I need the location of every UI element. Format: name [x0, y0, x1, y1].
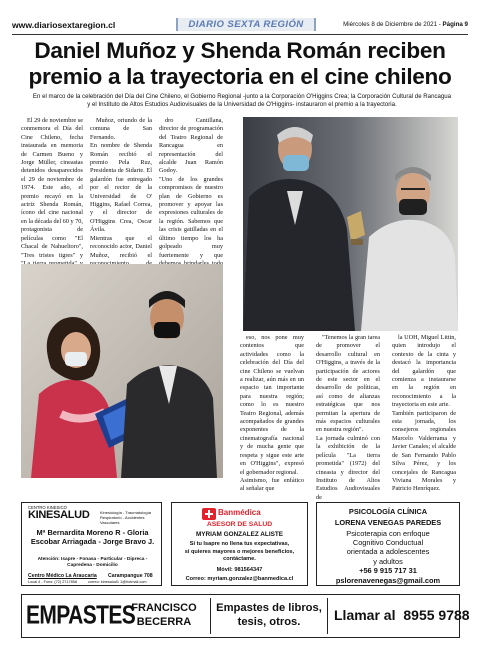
banmedica-name: MYRIAM GONZALEZ ALISTE	[195, 531, 284, 538]
masthead-rule	[12, 34, 468, 35]
ad-empastes[interactable]	[21, 594, 470, 638]
article-column-6	[392, 334, 456, 494]
photo-award-daniel-munoz	[243, 117, 458, 331]
kinesalud-tagline: Kinesiología - Traumatología Respiratorio - Accidentes Vasculares	[100, 510, 151, 525]
banmedica-line-1: Si tu Isapre no llena tus expectativas,	[189, 541, 290, 547]
column-text: eso, nos pone muy contentos que actividades como la celebración del Día del cine Chileno se vuelvan a realizar, aún más en un espacio tan importante para nuestra región; como lo es nuestro Teatro Regional, además acompañados de grandes exponentes de la cinematografía nacional y de mucha gente que respeta y sigue este arte en O'Higgins", expresó el gobernador regional. Asimismo, fue enfático al señalar que	[240, 334, 304, 493]
kinesalud-local: Local 4 - Fono: (72) 2717858	[28, 580, 77, 584]
psico-desc	[317, 529, 459, 566]
psico-phone: +56 9 915 717 31	[359, 566, 417, 575]
kinesalud-center: Centro Médico La Araucaria	[28, 573, 97, 579]
kinesalud-street: Carampangue 708	[108, 573, 153, 579]
empastes-phone[interactable]: 8955 9788	[403, 607, 470, 623]
photo-illustration	[21, 264, 223, 478]
psico-title: PSICOLOGÍA CLÍNICA	[348, 507, 428, 516]
kinesalud-email: correo: kinesalud1 1@hotmail.com	[88, 580, 147, 584]
banmedica-line-2: si quieres mayores o mejores beneficios,	[184, 548, 295, 555]
issue-date	[343, 21, 468, 28]
photo-illustration	[243, 117, 458, 331]
banmedica-line-3: contáctame.	[223, 556, 256, 563]
photo-award-shenda-roman	[21, 264, 223, 478]
headline-line-1: Daniel Muñoz y Shenda Román reciben	[34, 38, 446, 63]
newspaper-brand: DIARIO SEXTA REGIÓN	[176, 18, 316, 31]
empastes-person-line-2: BECERRA	[136, 616, 192, 628]
deck-line-2: y el Instituto de Altos Estudios Audiovisuales de la Universidad de O'Higgins- instauraron el premio a la trayectoria.	[87, 101, 397, 109]
banmedica-email: Correo: myriam.gonzalez@banmedica.cl	[185, 576, 294, 582]
banmedica-logo-icon	[202, 507, 216, 519]
column-text: Muñoz, oriundo de la comuna de San Fernando. En nombre de Shenda Román recibió el premio Pela Ruz, Presidenta de Sidarte. El galardón fue entregado por el rector de la Universidad de O' Higgins, Rafael Correa, y el director de O'Higgins Crea, Oscar Ávila. Mientras que el reconocido actor, Daniel Muñoz, recibió el	[90, 117, 152, 259]
article-column-1	[21, 117, 83, 285]
masthead	[12, 18, 468, 34]
column-text: la UOH, Miguel Littin, quien introdujo el contexto de la cinta y destacó la importancia del galardón que comienza a instaurarse en la región en reconocimiento a la trayectoria en este arte. También participaron de esta jornada, los consejeros regionales Marcelo Valderrama y Javier Canales; el alcalde de San Fernando Pablo Silva Pérez, y los concejales de Rancagua Viviana Morales y Patricio Henríquez.	[392, 334, 456, 493]
psico-line-4: y adultos	[373, 556, 403, 566]
psico-name: LORENA VENEGAS PAREDES	[334, 518, 442, 527]
psico-line-1: Psicoterapia con enfoque	[346, 529, 430, 538]
article-column-5	[316, 334, 380, 502]
page-number: Página 9	[442, 21, 468, 28]
empastes-slogan-line-2: tesis, otros.	[237, 616, 301, 628]
kinesalud-names: Mª Bernardita Moreno R - Gloria Escobar Arriagada - Jorge Bravo J.	[30, 528, 155, 546]
column-text: El 29 de noviembre se conmemora el Día del Cine Chileno, fecha instaurada en memoria de Carmen Bueno y Jorge Müller, cineastas detenidos desaparecidos el 29 de noviembre de 1974. Este año, el premio recayó en la actriz Shenda Román, ícono del cine nacional en la década del 60 y 70, protagonista de películas como "El Chacal de Nahueltoro", "Tres tristes tigres" y	[21, 117, 83, 259]
headline-line-2: premio a la trayectoria en el cine chileno	[28, 64, 452, 89]
banmedica-pitch	[172, 541, 307, 564]
psico-email: pslorenavenegas@gmail.com	[335, 576, 441, 585]
kinesalud-attention: Atención: Isapre - Fonasa - Particular - Dipreca - Capredena - Domicilio	[37, 557, 148, 568]
psico-line-3: orientada a adolescentes	[346, 547, 430, 557]
ad-psicologia[interactable]	[316, 502, 460, 586]
ad-banmedica[interactable]	[171, 502, 308, 586]
ad-kinesalud[interactable]	[21, 502, 162, 586]
deck-line-1: En el marco de la celebración del Día del Cine Chileno, el Gobierno Regional -junto a la Corporación O'Higgins Crea; la Corporación Cultural de Rancagua	[32, 93, 452, 100]
psico-line-2: Cognitivo Conductual	[352, 538, 424, 548]
site-url[interactable]: www.diariosextaregion.cl	[12, 20, 116, 30]
empastes-call-label: Llamar al	[334, 607, 396, 623]
empastes-call	[334, 607, 470, 623]
banmedica-mobile: Móvil: 981564347	[216, 567, 263, 573]
banmedica-role: ASESOR DE SALUD	[206, 521, 273, 528]
banmedica-brand: Banmédica	[218, 508, 261, 517]
headline	[12, 38, 468, 90]
empastes-slogan	[210, 598, 328, 634]
empastes-brand: EMPASTES	[26, 601, 136, 630]
kinesalud-logo: KINESALUD	[28, 509, 90, 521]
deck	[22, 93, 462, 110]
column-text: dro Cantillana, director de programación del Teatro Regional de Rancagua en representación del alcalde Juan Ramón Godoy. "Uno de los grandes compromisos de nuestro plan de Gobierno es promover y apoyar las expresiones culturales de la región. Sabemos que las crisis gatilladas en el último tiempo los ha golpeado muy fuertemente y que	[159, 117, 223, 259]
kinesalud-pre: CENTRO KINESICO	[28, 505, 67, 510]
column-text: "Tenemos la gran tarea de promover el desarrollo cultural en O'Higgins, a través de la participación de actores de este sector en el desarrollo de políticas, así como de alianzas estratégicas que nos permitan la apertura de más espacios culturales en nuestra región". La jornada culminó con la exhibición de la película "La tierra prometida" (1972) del cineasta y director del Instituto de Altos Estudios Audiovisuales de	[316, 334, 380, 501]
issue-date-text: Miércoles 8 de Diciembre de 2021 -	[343, 21, 443, 28]
empastes-person-line-1: FRANCISCO	[131, 602, 197, 614]
empastes-slogan-line-1: Empastes de libros,	[216, 602, 322, 614]
article-column-4	[240, 334, 304, 494]
empastes-person	[124, 601, 204, 629]
